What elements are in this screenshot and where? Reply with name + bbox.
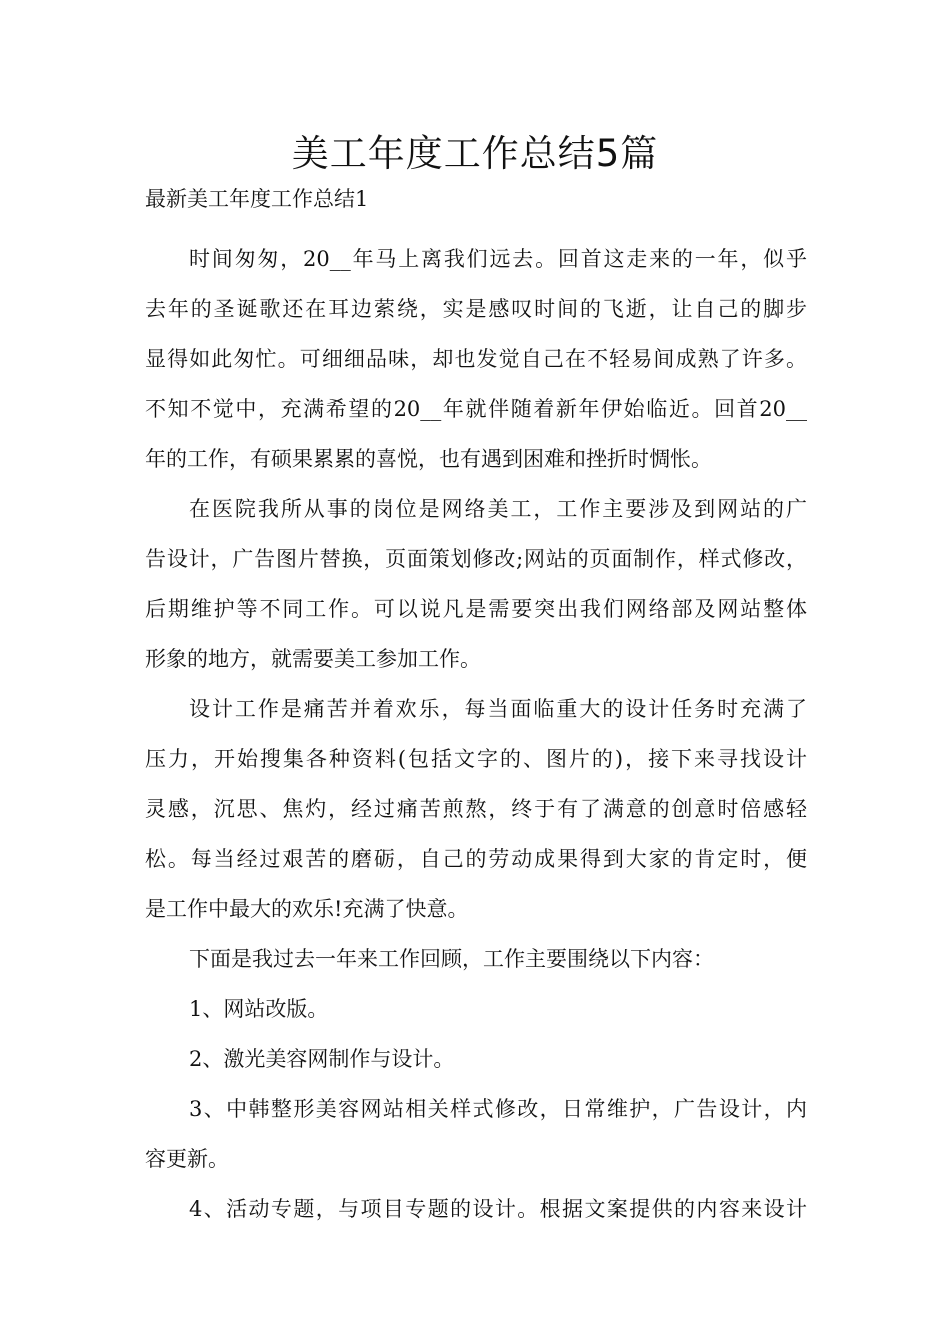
text-line: 4、活动专题，与项目专题的设计。根据文案提供的内容来设计 — [189, 1197, 807, 1221]
text-line: 不知不觉中，充满希望的20__年就伴随着新年伊始临近。回首20__ — [145, 397, 807, 421]
text-line: 1、网站改版。 — [189, 997, 329, 1021]
text-line: 设计工作是痛苦并着欢乐，每当面临重大的设计任务时充满了 — [189, 697, 807, 721]
document-title: 美工年度工作总结5篇 — [291, 132, 659, 175]
text-line: 是工作中最大的欢乐!充满了快意。 — [145, 897, 469, 921]
text-line: 告设计，广告图片替换，页面策划修改;网站的页面制作，样式修改， — [145, 547, 807, 571]
text-line: 压力，开始搜集各种资料(包括文字的、图片的)，接下来寻找设计 — [145, 747, 807, 771]
text-line: 容更新。 — [145, 1147, 229, 1171]
text-line: 年的工作，有硕果累累的喜悦，也有遇到困难和挫折时惆怅。 — [145, 447, 712, 471]
text-line: 2、激光美容网制作与设计。 — [189, 1047, 455, 1071]
text-line: 在医院我所从事的岗位是网络美工，工作主要涉及到网站的广 — [189, 497, 807, 521]
text-line: 后期维护等不同工作。可以说凡是需要突出我们网络部及网站整体 — [145, 597, 807, 621]
section-heading: 最新美工年度工作总结1 — [145, 187, 369, 211]
text-line: 显得如此匆忙。可细细品味，却也发觉自己在不轻易间成熟了许多。 — [145, 347, 807, 371]
text-line: 灵感，沉思、焦灼，经过痛苦煎熬，终于有了满意的创意时倍感轻 — [145, 797, 807, 821]
text-line: 去年的圣诞歌还在耳边萦绕，实是感叹时间的飞逝，让自己的脚步 — [145, 297, 807, 321]
document-body — [145, 234, 807, 1234]
text-line: 下面是我过去一年来工作回顾，工作主要围绕以下内容： — [189, 947, 714, 971]
text-line: 3、中韩整形美容网站相关样式修改，日常维护，广告设计，内 — [189, 1097, 807, 1121]
text-line: 形象的地方，就需要美工参加工作。 — [145, 647, 481, 671]
text-line: 松。每当经过艰苦的磨砺，自己的劳动成果得到大家的肯定时，便 — [145, 847, 807, 871]
text-line: 时间匆匆，20__年马上离我们远去。回首这走来的一年，似乎 — [189, 247, 807, 271]
